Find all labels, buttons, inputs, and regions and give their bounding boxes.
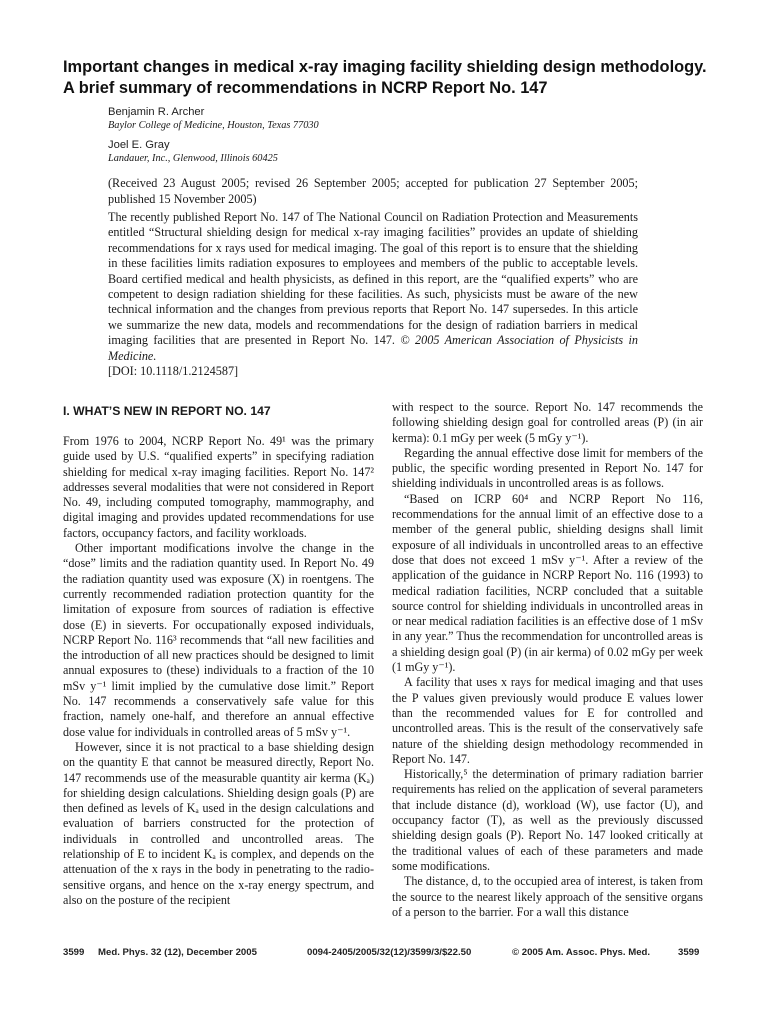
body-paragraph: Historically,⁵ the determination of primary radiation barrier requirements has relied on the application of several parameters that include distance (d), workload (W), use factor (U), and occupancy factor (T), as well as the previously discussed shielding design goals (P). Report No. 147 looked critically at the traditional values of each of these parameters and made some modifications.: [392, 767, 703, 873]
body-paragraph: Regarding the annual effective dose limit for members of the public, the specific wording presented in Report No. 147 for shielding individuals in uncontrolled areas is as follows.: [392, 445, 703, 491]
author-name: Benjamin R. Archer: [108, 106, 205, 118]
article-code: 0094-2405/2005/32(12)/3599/3/$22.50: [307, 947, 472, 958]
section-heading: I. WHAT’S NEW IN REPORT NO. 147: [63, 404, 271, 418]
page-number-left: 3599: [63, 947, 85, 958]
left-column: [63, 398, 374, 908]
body-paragraph: From 1976 to 2004, NCRP Report No. 49¹ was the primary guide used by U.S. “qualified experts” in specifying radiation shielding for medical x-ray imaging facilities. Report No. 147² addresses several modalities that were not considered in Report No. 49, including computed tomography, mammography, and digital imaging and provides updated recommendations for use factors, occupancy factors, and facility workloads.: [63, 434, 374, 540]
author-affiliation: Landauer, Inc., Glenwood, Illinois 60425: [108, 153, 278, 164]
footer-copyright: © 2005 Am. Assoc. Phys. Med.: [512, 947, 651, 958]
body-paragraph: A facility that uses x rays for medical imaging and that uses the P values given previously would produce E values lower than the recommended values for E for controlled and uncontrolled areas. This is the result of the conservatively safe nature of the shielding design methodology recommended in Report No. 147.: [392, 675, 703, 766]
author-block: [108, 105, 668, 171]
body-paragraph: However, since it is not practical to a base shielding design on the quantity E that cannot be measured directly, Report No. 147 recommends use of the measurable quantity air kerma (Kₐ) for shielding design calculations. Shielding design goals (P) are then defined as levels of Kₐ used in the design calculations and evaluation of barriers constructed for the protection of individuals in controlled and uncontrolled areas. The relationship of E to incident Kₐ is complex, and depends on the attenuation of the x rays in the body in penetrating to the radio-sensitive organs, and hence on the x-ray energy spectrum, and also on the posture of the recipient: [63, 739, 374, 907]
abstract-copyright: © 2005 American Association of Physicists in Medicine.: [108, 333, 638, 363]
abstract-text: The recently published Report No. 147 of The National Council on Radiation Protection and Measurements entitled “Structural shielding design for medical x-ray imaging facilities” provides an update of shielding recommendations for x rays used for medical imaging. The goal of this report is to ensure that the shielding in these facilities limits radiation exposures to employees and members of the public to acceptable levels. Board certified medical and health physicists, as defined in this report, are the “qualified experts” who are competent to design radiation shielding for these facilities. As such, physicists must be aware of the new technical information and the changes from previous reports that Report No. 147 supersedes. In this article we summarize the new data, models and recommendations for the design of radiation barriers in medical imaging facilities that are presented in Report No. 147.: [108, 210, 638, 348]
journal-citation: Med. Phys. 32 (12), December 2005: [98, 947, 257, 958]
page-number-right: 3599: [678, 947, 700, 958]
article-title: Important changes in medical x-ray imaging facility shielding design methodology. A brief summary of recommendations in NCRP Report No. 147: [63, 58, 707, 97]
author-name: Joel E. Gray: [108, 139, 170, 151]
author-affiliation: Baylor College of Medicine, Houston, Texas 77030: [108, 120, 319, 131]
body-paragraph: “Based on ICRP 60⁴ and NCRP Report No 116, recommendations for the annual limit of an effective dose to a member of the general public, shielding designs shall limit exposure of all individuals in uncontrolled areas to an effective dose that does not exceed 1 mSv y⁻¹. After a review of the application of the guidance in NCRP Report No. 116 (1993) to medical radiation facilities, NCRP concluded that a suitable source control for shielding individuals in uncontrolled areas in or near medical radiation facilities is an effective dose of 1 mSv in any year.” Thus the recommendation for uncontrolled areas is a shielding design goal (P) (in air kerma) of 0.02 mGy per week (1 mGy y⁻¹).: [392, 491, 703, 675]
abstract: [108, 210, 638, 379]
body-paragraph: The distance, d, to the occupied area of interest, is taken from the source to the nearest likely approach of the sensitive organs of a person to the barrier. For a wall this distance: [392, 874, 703, 919]
page-footer: [63, 945, 703, 961]
right-column: [392, 400, 703, 920]
doi-link[interactable]: [DOI: 10.1118/1.2124587]: [108, 364, 239, 379]
body-paragraph: Other important modifications involve the change in the “dose” limits and the radiation quantity used. In Report No. 49 the radiation quantity used was exposure (X) in roentgens. The currently recommended radiation protection quantity for the limitation of exposure from sources of radiation is effective dose (E) in sieverts. For occupationally exposed individuals, NCRP Report No. 116³ recommends that “all new facilities and the introduction of all new practices should be designed to limit annual exposures to (these) individuals to a fraction of the 10 mSv y⁻¹ limit implied by the cumulative dose limit.” Report No. 147 recommends a conservatively safe value for this fraction, namely one-half, and therefore an annual effective dose value for individuals in controlled areas of 5 mSv y⁻¹.: [63, 541, 374, 739]
received-dates: (Received 23 August 2005; revised 26 September 2005; accepted for publication 27 September 2005; published 15 November 2005): [108, 176, 638, 206]
body-paragraph: with respect to the source. Report No. 147 recommends the following shielding design goal for controlled areas (P) (in air kerma): 0.1 mGy per week (5 mGy y⁻¹).: [392, 400, 703, 445]
